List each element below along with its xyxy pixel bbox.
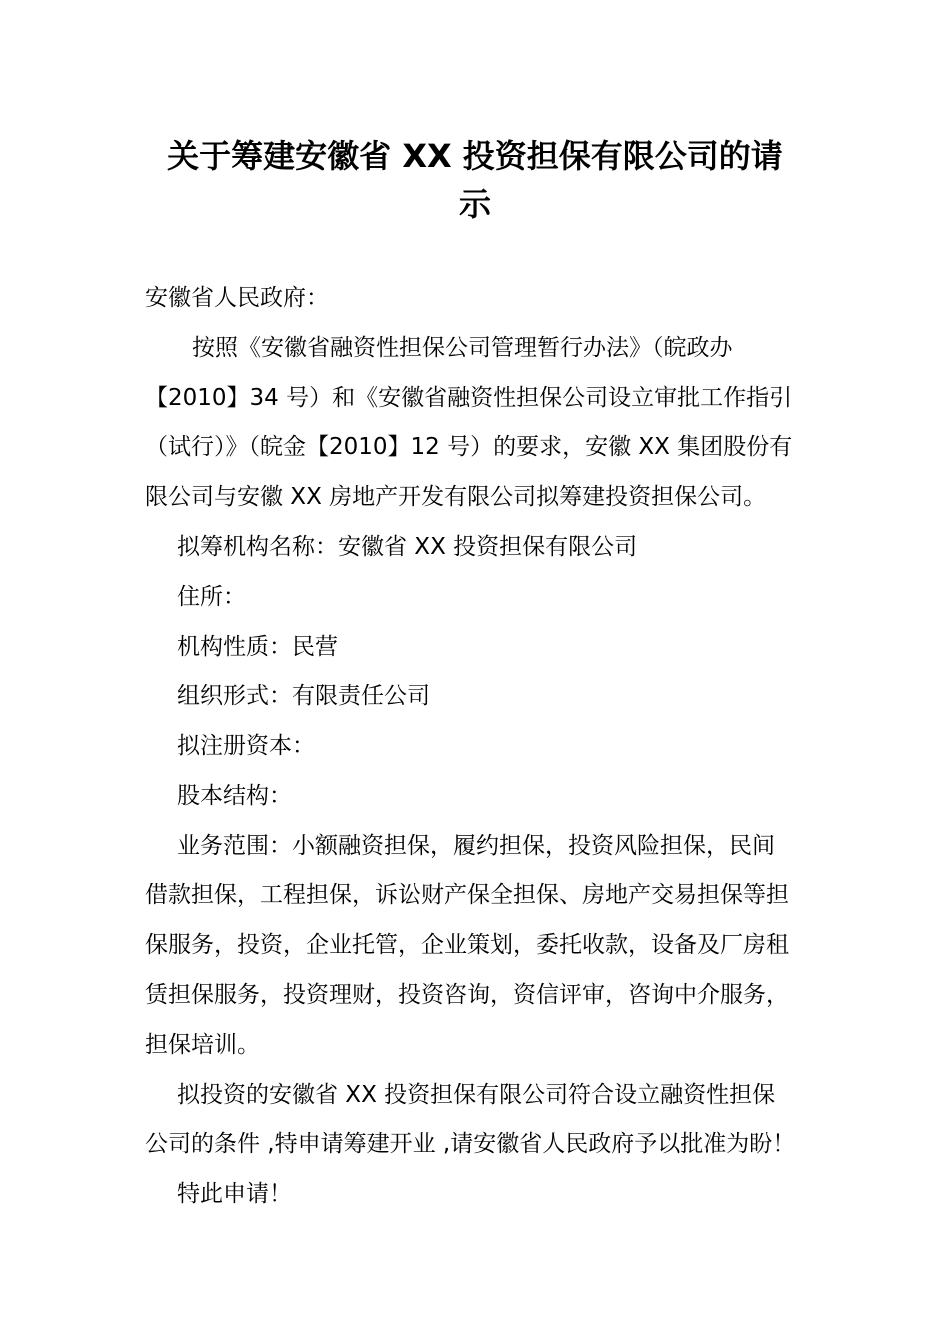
business-line: 赁担保服务，投资理财，投资咨询，资信评审，咨询中介服务， xyxy=(145,982,789,1008)
sign-off: 特此申请！ xyxy=(177,1181,292,1207)
intro-line: 按照《安徽省融资性担保公司管理暂行办法》（皖政办 xyxy=(192,335,733,361)
business-line: 借款担保，工程担保，诉讼财产保全担保、房地产交易担保等担 xyxy=(145,882,789,908)
salutation: 安徽省人民政府： xyxy=(145,285,329,311)
title-line-1: 关于筹建安徽省 XX 投资担保有限公司的请 xyxy=(167,137,783,175)
business-line: 业务范围：小额融资担保，履约担保，投资风险担保，民间 xyxy=(177,833,775,859)
business-line: 担保培训。 xyxy=(145,1032,260,1058)
document-title xyxy=(140,132,810,228)
closing-line: 公司的条件 ,特申请筹建开业 ,请安徽省人民政府予以批准为盼！ xyxy=(145,1131,796,1157)
field-org-name: 拟筹机构名称：安徽省 XX 投资担保有限公司 xyxy=(177,534,638,560)
field-capital: 拟注册资本： xyxy=(177,733,315,759)
field-equity: 股本结构： xyxy=(177,783,292,809)
business-line: 保服务，投资，企业托管，企业策划，委托收款，设备及厂房租 xyxy=(145,932,789,958)
intro-line: （试行）》（皖金【2010】12 号）的要求，安徽 XX 集团股份有 xyxy=(145,434,793,460)
field-form: 组织形式：有限责任公司 xyxy=(177,683,430,709)
intro-line: 【2010】34 号）和《安徽省融资性担保公司设立审批工作指引 xyxy=(145,385,793,411)
closing-line: 拟投资的安徽省 XX 投资担保有限公司符合设立融资性担保 xyxy=(177,1082,776,1108)
field-address: 住所： xyxy=(177,584,246,610)
intro-line: 限公司与安徽 XX 房地产开发有限公司拟筹建投资担保公司。 xyxy=(145,484,767,510)
title-line-2: 示 xyxy=(458,185,491,223)
field-nature: 机构性质：民营 xyxy=(177,634,338,660)
